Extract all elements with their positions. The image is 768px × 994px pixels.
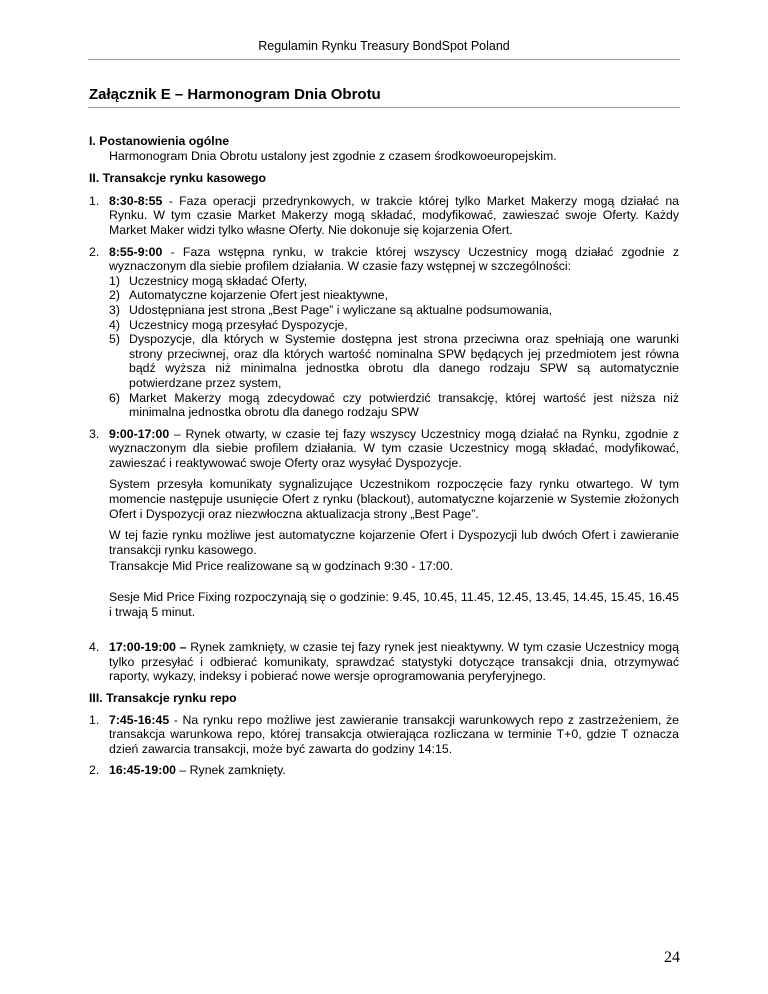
- item-paragraph: W tej fazie rynku możliwe jest automatyczne kojarzenie Ofert i Dyspozycji lub dwóch Ofert i zawieranie transakcji rynku kasowego.: [109, 528, 679, 557]
- annex-title: Załącznik E – Harmonogram Dnia Obrotu: [89, 86, 381, 103]
- sub-item-text: Automatyczne kojarzenie Ofert jest nieaktywne,: [129, 288, 389, 303]
- item-number: 4.: [89, 640, 100, 655]
- list-item: [89, 763, 679, 778]
- sub-item-number: 4): [109, 317, 120, 332]
- item-text: - Na rynku repo możliwe jest zawieranie transakcji warunkowych repo z zastrzeżeniem, że transakcja warunkowa repo, której transakcja otwierająca rozliczana w terminie T+0, gdzie T oznacza dzień zawarcia transakcji, może być zawarta do godziny 14:15.: [109, 712, 679, 756]
- title-divider: [88, 107, 680, 108]
- sub-item-number: 6): [109, 390, 120, 405]
- document-body: [89, 134, 679, 778]
- list-item: [89, 427, 679, 620]
- page-number: 24: [664, 949, 680, 966]
- sub-item-text: Uczestnicy mogą składać Oferty,: [129, 273, 308, 288]
- section-3-heading: III. Transakcje rynku repo: [89, 691, 237, 705]
- sub-item-text: Dyspozycje, dla których w Systemie dostępna jest strona przeciwna oraz spełniają one warunki strony przeciwnej, oraz dla których wartość nominalna SPW będących jej przedmiotem jest równa bądź wyższa niż minimalna jednostka obrotu dla danego rodzaju SPW są automatycznie potwierdzane przez system,: [129, 332, 679, 390]
- sub-item: [109, 288, 679, 303]
- sub-item: [109, 274, 679, 289]
- time-range: 16:45-19:00: [109, 763, 176, 778]
- time-range: 17:00-19:00 –: [109, 640, 187, 655]
- item-text: - Faza operacji przedrynkowych, w trakcie której tylko Market Makerzy mogą działać na Rynku. W tym czasie Market Makerzy mogą składać, modyfikować, zawieszać swoje Oferty. Każdy Market Maker widzi tylko własne Oferty. Nie dokonuje się kojarzenia Ofert.: [109, 193, 679, 237]
- sub-item: [109, 303, 679, 318]
- item-number: 2.: [89, 244, 100, 259]
- sub-item: [109, 318, 679, 333]
- section-2-heading: II. Transakcje rynku kasowego: [89, 171, 267, 186]
- running-header: Regulamin Rynku Treasury BondSpot Poland: [258, 39, 510, 53]
- item-text: – Rynek otwarty, w czasie tej fazy wszyscy Uczestnicy mogą działać na Rynku, zgodnie z wyznaczonym dla siebie profilem działania. W tym czasie Uczestnicy mogą składać, modyfikować, zawieszać i reaktywować swoje Oferty oraz wysyłać Dyspozycje.: [109, 426, 679, 470]
- list-item: [89, 245, 679, 420]
- sub-item-number: 3): [109, 302, 120, 317]
- item-text: - Faza wstępna rynku, w trakcie której wszyscy Uczestnicy mogą działać zgodnie z wyznaczonym dla siebie profilem działania. W czasie fazy wstępnej w szczególności:: [109, 244, 679, 274]
- item-paragraph: Transakcje Mid Price realizowane są w godzinach 9:30 - 17:00.: [109, 559, 454, 574]
- item-text: – Rynek zamknięty.: [176, 763, 286, 778]
- section-1-text: Harmonogram Dnia Obrotu ustalony jest zgodnie z czasem środkowoeuropejskim.: [109, 148, 557, 163]
- time-range: 8:30-8:55: [109, 193, 163, 208]
- time-range: 7:45-16:45: [109, 712, 170, 727]
- list-item: [89, 713, 679, 757]
- list-item: [89, 194, 679, 238]
- item-paragraph: Sesje Mid Price Fixing rozpoczynają się o godzinie: 9.45, 10.45, 11.45, 12.45, 13.45, 14.45, 15.45, 16.45 i trwają 5 minut.: [109, 590, 679, 619]
- sub-item-text: Uczestnicy mogą przesyłać Dyspozycje,: [129, 317, 348, 332]
- list-item: [89, 640, 679, 684]
- sub-item-number: 2): [109, 288, 120, 303]
- time-range: 9:00-17:00: [109, 426, 170, 441]
- item-text: Rynek zamknięty, w czasie tej fazy rynek jest nieaktywny. W tym czasie Uczestnicy mogą tylko przesyłać i odbierać komunikaty, sprawdzać statystyki dotyczące transakcji dnia, otrzymywać raporty, wykazy, indeksy i pobierać nowe wersje oprogramowania peryferyjnego.: [109, 640, 679, 684]
- item-number: 2.: [89, 763, 100, 778]
- item-number: 3.: [89, 426, 100, 441]
- sub-item-number: 5): [109, 332, 120, 347]
- sub-item: [109, 391, 679, 420]
- sub-item-number: 1): [109, 273, 120, 288]
- item-number: 1.: [89, 712, 100, 727]
- section-1-heading: I. Postanowienia ogólne: [89, 134, 230, 148]
- time-range: 8:55-9:00: [109, 244, 163, 259]
- sub-item-text: Udostępniana jest strona „Best Page” i wyliczane są aktualne podsumowania,: [129, 302, 553, 317]
- item-number: 1.: [89, 193, 100, 208]
- item-paragraph: System przesyła komunikaty sygnalizujące Uczestnikom rozpoczęcie fazy rynku otwartego. W tym momencie następuje usunięcie Ofert z rynku (blackout), automatyczne kojarzenie w Systemie złożonych Ofert i Dyspozycji oraz niezwłoczna aktualizacja strony „Best Page”.: [109, 477, 679, 521]
- header-divider: [88, 59, 680, 60]
- sub-item: [109, 332, 679, 390]
- sub-item-text: Market Makerzy mogą zdecydować czy potwierdzić transakcję, której wartość jest niższa niż minimalna jednostka obrotu dla danego rodzaju SPW: [129, 390, 679, 420]
